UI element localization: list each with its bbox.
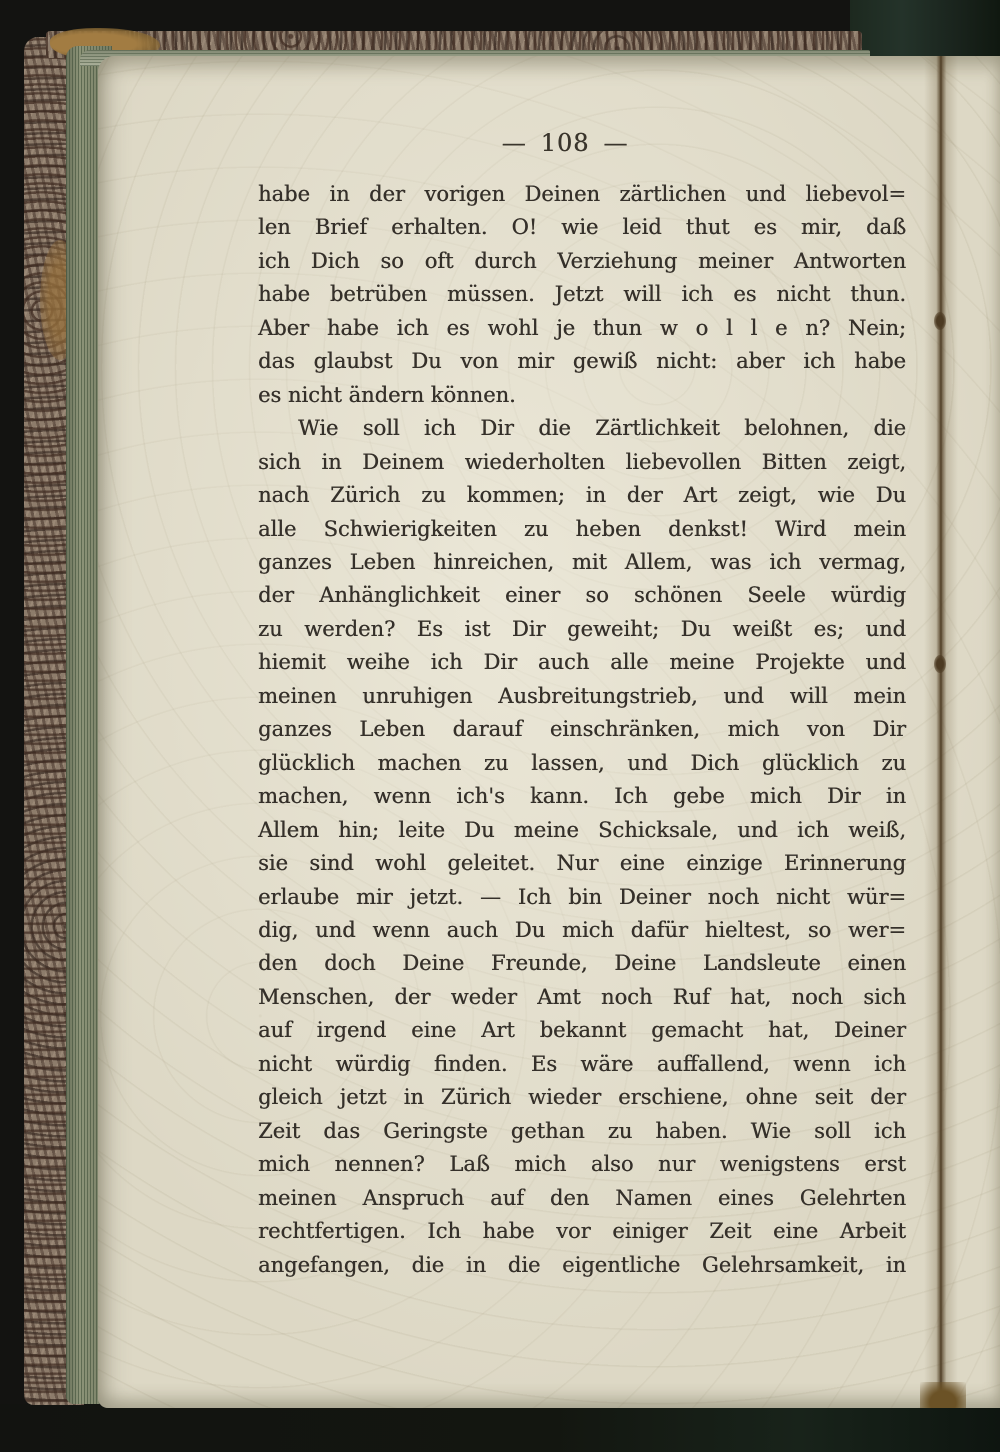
- header-dash-left: —: [501, 129, 527, 157]
- text-line: ich Dich so oft durch Verziehung meiner Antworten: [258, 248, 906, 273]
- text-line: zu werden? Es ist Dir geweiht; Du weißt es; und: [258, 616, 906, 641]
- text-line: nach Zürich zu kommen; in der Art zeigt, wie Du: [258, 483, 906, 508]
- text-line: meinen Anspruch auf den Namen eines Gelehrten: [258, 1185, 906, 1210]
- text-line: rechtfertigen. Ich habe vor einiger Zeit eine Arbeit: [258, 1219, 906, 1244]
- text-line: gleich jetzt in Zürich wieder erschiene, ohne seit der: [258, 1085, 906, 1110]
- text-line: machen, wenn ich's kann. Ich gebe mich Dir in: [258, 784, 906, 809]
- text-line: dig, und wenn auch Du mich dafür hieltest, so wer=: [258, 917, 906, 942]
- text-line: len Brief erhalten. O! wie leid thut es mir, daß: [258, 215, 906, 240]
- text-line: nicht würdig finden. Es wäre auffallend, wenn ich: [258, 1051, 906, 1076]
- text-line: Menschen, der weder Amt noch Ruf hat, noch sich: [258, 984, 906, 1009]
- text-line: meinen unruhigen Ausbreitungstrieb, und will mein: [258, 683, 906, 708]
- text-line: angefangen, die in die eigentliche Gelehrsamkeit, in: [258, 1252, 906, 1277]
- book-cover-top-right: [850, 0, 1000, 57]
- text-line: erlaube mir jetzt. — Ich bin Deiner noch nicht wür=: [258, 884, 906, 909]
- body-text: [258, 178, 906, 1282]
- gutter-crease: [924, 56, 958, 1408]
- book-cover-bottom: [0, 1404, 1000, 1452]
- text-line: alle Schwierigkeiten zu heben denkst! Wird mein: [258, 516, 906, 541]
- text-line: hiemit weihe ich Dir auch alle meine Projekte und: [258, 650, 906, 675]
- text-line: sich in Deinem wiederholten liebevollen Bitten zeigt,: [258, 449, 906, 474]
- gutter-smudge: [920, 1382, 966, 1408]
- text-line: den doch Deine Freunde, Deine Landsleute einen: [258, 951, 906, 976]
- text-line: ganzes Leben darauf einschränken, mich von Dir: [258, 717, 906, 742]
- text-line: Zeit das Geringste gethan zu haben. Wie soll ich: [258, 1118, 906, 1143]
- text-line: Aber habe ich es wohl je thun w o l l e n? Nein;: [258, 315, 906, 340]
- text-line: mich nennen? Laß mich also nur wenigstens erst: [258, 1152, 906, 1177]
- page-header: [258, 129, 872, 157]
- text-line: es nicht ändern können.: [258, 382, 516, 407]
- text-line: habe in der vorigen Deinen zärtlichen und liebevol=: [258, 182, 906, 206]
- page-number: 108: [540, 129, 590, 157]
- text-line: der Anhänglichkeit einer so schönen Seele würdig: [258, 583, 906, 608]
- binding-thread-knot: [934, 655, 946, 673]
- text-line: auf irgend eine Art bekannt gemacht hat, Deiner: [258, 1018, 906, 1043]
- text-line: Allem hin; leite Du meine Schicksale, und ich weiß,: [258, 817, 906, 842]
- text-line: ganzes Leben hinreichen, mit Allem, was ich vermag,: [258, 549, 906, 574]
- text-line: Wie soll ich Dir die Zärtlichkeit belohnen, die: [298, 416, 906, 441]
- text-line: das glaubst Du von mir gewiß nicht: aber ich habe: [258, 349, 906, 374]
- text-line: habe betrüben müssen. Jetzt will ich es nicht thun.: [258, 282, 906, 307]
- text-line: glücklich machen zu lassen, und Dich glücklich zu: [258, 750, 906, 775]
- binding-thread-knot: [934, 312, 946, 330]
- header-dash-right: —: [603, 129, 629, 157]
- text-line: sie sind wohl geleitet. Nur eine einzige Erinnerung: [258, 851, 906, 876]
